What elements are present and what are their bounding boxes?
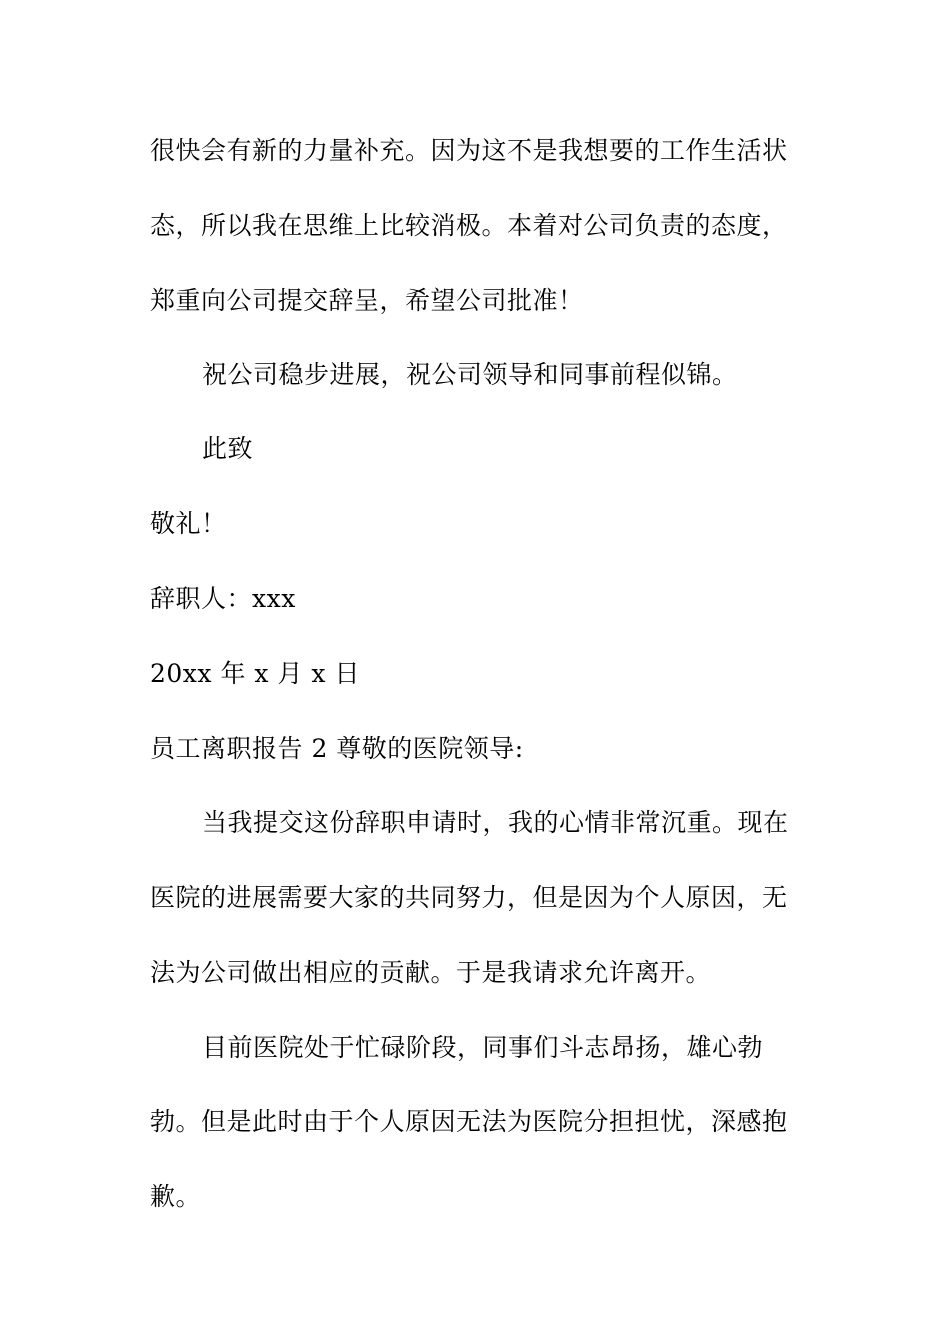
text-line: 辞职人：xxx	[150, 584, 296, 613]
text-line: 当我提交这份辞职申请时，我的心情非常沉重。现在	[202, 808, 789, 837]
text-line: 目前医院处于忙碌阶段，同事们斗志昂扬，雄心勃	[202, 1033, 764, 1062]
text-line: 此致	[202, 434, 254, 463]
text-line: 20xx 年 x 月 x 日	[150, 659, 360, 688]
text-line: 勃。但是此时由于个人原因无法为医院分担担忧，深感抱	[150, 1107, 788, 1136]
text-line: 员工离职报告 2 尊敬的医院领导:	[150, 734, 524, 763]
text-line: 医院的进展需要大家的共同努力，但是因为个人原因，无	[150, 883, 788, 912]
text-line: 很快会有新的力量补充。因为这不是我想要的工作生活状	[150, 136, 788, 165]
text-line: 态，所以我在思维上比较消极。本着对公司负责的态度，	[150, 211, 788, 240]
text-line: 敬礼！	[150, 509, 227, 538]
text-line: 祝公司稳步进展，祝公司领导和同事前程似锦。	[202, 360, 738, 389]
text-line: 法为公司做出相应的贡献。于是我请求允许离开。	[150, 958, 712, 987]
text-line: 歉。	[150, 1182, 202, 1211]
text-line: 郑重向公司提交辞呈，希望公司批准！	[150, 286, 584, 315]
